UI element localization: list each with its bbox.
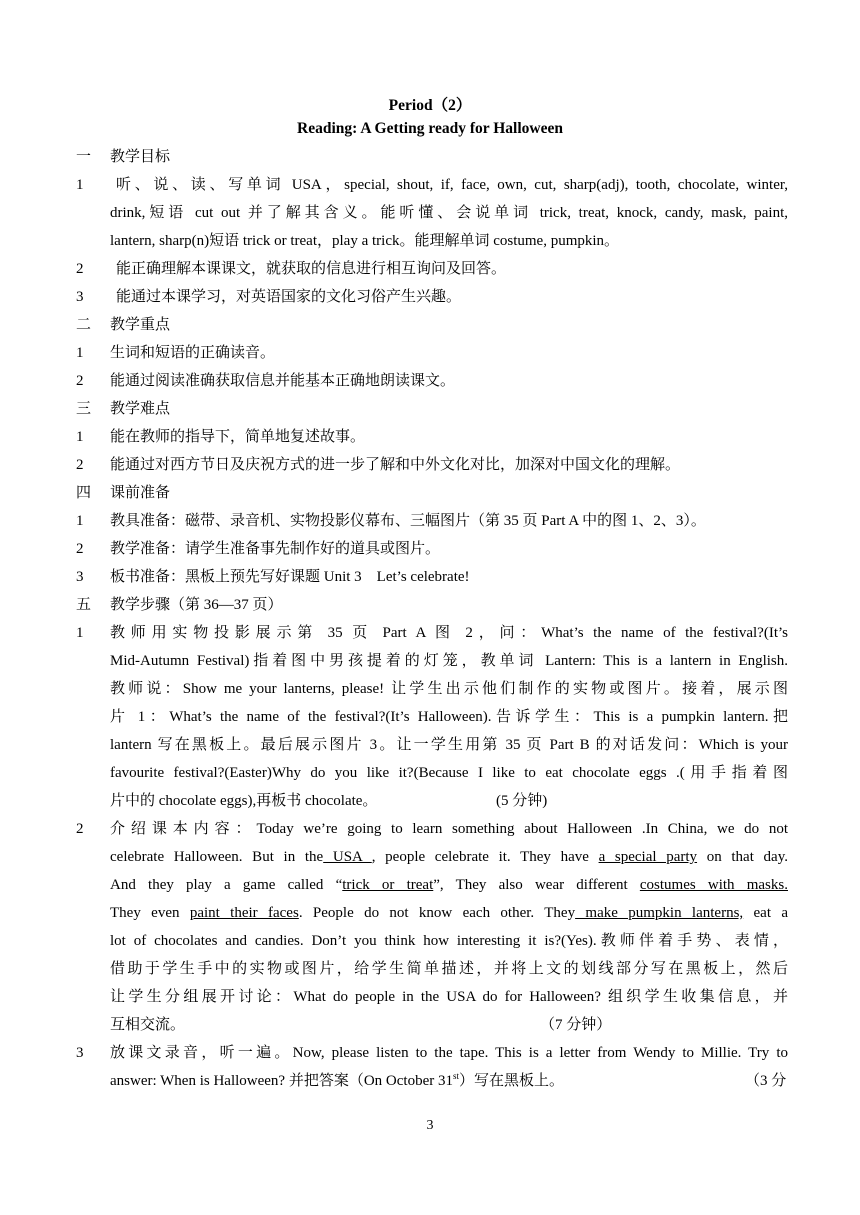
time-note: (5 分钟)	[496, 793, 548, 809]
underlined-phrase: a special party	[598, 849, 698, 865]
list-item-continuation: lantern, sharp(n)短语 trick or treat，play a trick。能理解单词 costume, pumpkin。	[110, 233, 620, 249]
list-item-continuation: 互相交流。	[110, 1017, 186, 1033]
period-title: Period（2）	[388, 97, 472, 114]
time-note: （3 分	[745, 1073, 787, 1089]
list-item-continuation: And they play a game called “trick or treat”, They also wear different costumes with masks.	[110, 877, 788, 893]
list-item-continuation: They even paint their faces. People do not know each other. They make pumpkin lanterns, eat a	[110, 905, 789, 921]
list-item-continuation: favourite festival?(Easter)Why do you like it?(Because I like to eat chocolate eggs .(用手指着图	[110, 765, 788, 781]
list-item-continuation: 片中的 chocolate eggs),再板书 chocolate。	[110, 793, 378, 809]
list-item-continuation: 借助于学生手中的实物或图片，给学生简单描述，并将上文的划线部分写在黑板上，然后	[110, 961, 788, 977]
list-item-continuation: 教师说：Show me your lanterns, please! 让学生出示他们制作的实物或图片。接着，展示图	[110, 681, 788, 697]
underlined-phrase: make pumpkin lanterns,	[575, 905, 744, 921]
underlined-phrase: trick or treat	[342, 877, 434, 893]
underlined-phrase: paint their faces	[189, 905, 299, 921]
list-item-continuation: 片 1：What’s the name of the festival?(It’s Halloween).告诉学生：This is a pumpkin lantern.把	[110, 709, 788, 725]
list-item-continuation: lantern 写在黑板上。最后展示图片 3。让一学生用第 35 页 Part B 的对话发问：Which is your	[110, 737, 788, 753]
list-item-continuation: Mid-Autumn Festival)指着图中男孩提着的灯笼，教单词 Lantern: This is a lantern in English.	[110, 653, 788, 669]
time-note: （7 分钟）	[540, 1017, 612, 1033]
underlined-phrase: costumes with masks.	[639, 877, 788, 893]
list-item-continuation: 让学生分组展开讨论：What do people in the USA do for Halloween? 组织学生收集信息，并	[110, 989, 788, 1005]
underlined-phrase: USA	[323, 849, 372, 865]
list-item-continuation: answer: When is Halloween? 并把答案（On October 31st）写在黑板上。	[110, 1071, 565, 1089]
document-page: Period（2） Reading: A Getting ready for Halloween 一 教学目标 1 听、说、读、写单词 USA，special, shout, if, face, own, cut, sharp(adj), tooth, chocolate, winter, drink,短语 cut out 并了解其含义。能听懂、会说单词 trick, treat, knock, candy, mask, paint, lantern, sharp(n)短语 trick or treat，play a trick。能理解单词 costume, pumpkin。 2 能正确理解本课课文，就获取的信息进行相互询问及回答。 3 能通过本课学习，对英语国家的文化习俗产生兴趣。 二 教学重点 1 生词和短语的正确读音。 2 能通过阅读准确获取信息并能基本正确地朗读课文。 三 教学难点 1 能在教师的指导下，简单地复述故事。 2 能通过对西方节日及庆祝方式的进一步了解和中外文化对比，加深对中国文化的理解。 四 课前准备 1 教具准备：磁带、录音机、实物投影仪幕布、三幅图片（第 35 页 Part A 中的图 1、2、3）。 2 教学准备：请学生准备事先制作好的道具或图片。 3 板书准备：黑板上预先写好课题 Unit 3 Let’s celebrate! 五 教学步骤（第 36—37 页） 1 教师用实物投影展示第 35 页 Part A 图 2，问：What’s the name of the festival?(It’s Mid-Autumn Festival)指着图中男孩提着的灯笼，教单词 Lantern: This is a lantern in English. 教师说：Show me your lanterns, please! 让学生出示他们制作的实物或图片。接着，展示图 片 1：What’s the name of the festival?(It’s Halloween).告诉学生：This is a pumpkin lantern.把 lantern 写在黑板上。最后展示图片 3。让一学生用第 35 页 Part B 的对话发问：Which is your favourite festival?(Easter)Why do you like it?(Because I like to eat chocolate eggs .(用手指着图 片中的 chocolate eggs),再板书 chocolate。 (5 分钟) 2 介绍课本内容：Today we’re going to learn something about Halloween .In China, we do not celebrate Halloween. But in the USA , people celebrate it. They have a special party on that day. And they play a game called “trick or treat”, They also wear different costumes with masks. They even paint their faces. People do not know each other. They make pumpkin lanterns, eat a lot of chocolates and candies. Don’t you think how interesting it is?(Yes).教师伴着手势、表情， 借助于学生手中的实物或图片，给学生简单描述，并将上文的划线部分写在黑板上，然后 让学生分组展开讨论：What do people in the USA do for Halloween? 组织学生收集信息，并 互相交流。 （7 分钟） 3 放课文录音，听一遍。Now, please listen to the tape. This is a letter from Wendy to Millie. Try to answer: When is Halloween? 并把答案（On October 31st）写在黑板上。 （3 分 3	[0, 0, 860, 1215]
page-number: 3	[426, 1118, 434, 1133]
list-item-continuation: celebrate Halloween. But in the USA , people celebrate it. They have a special party on that day.	[110, 849, 788, 865]
list-item-continuation: drink,短语 cut out 并了解其含义。能听懂、会说单词 trick, treat, knock, candy, mask, paint,	[110, 205, 788, 221]
list-item-continuation: lot of chocolates and candies. Don’t you think how interesting it is?(Yes).教师伴着手势、表情，	[110, 933, 788, 949]
lesson-title: Reading: A Getting ready for Halloween	[297, 120, 563, 137]
